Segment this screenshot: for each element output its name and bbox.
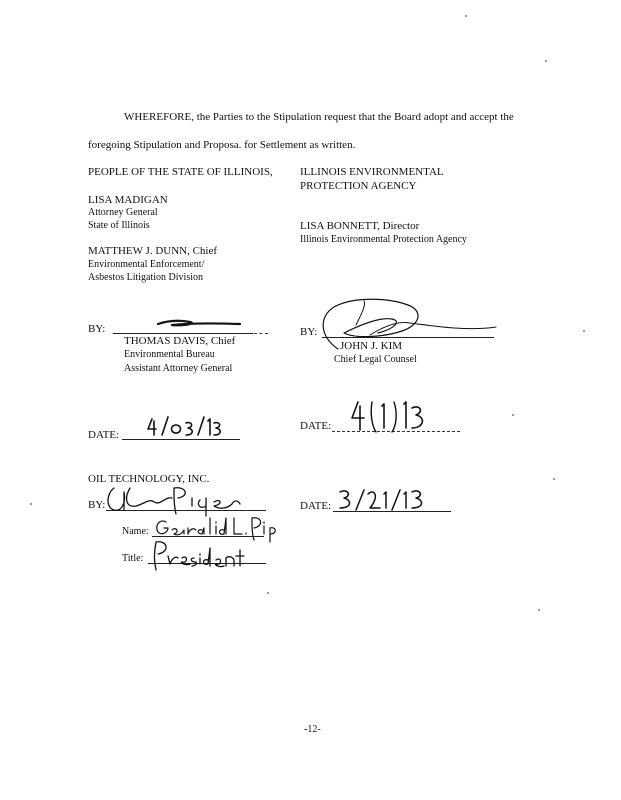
kim-title: Chief Legal Counsel (334, 354, 417, 365)
iepa-heading-line2: PROTECTION AGENCY (300, 180, 417, 192)
company-title-label: Title: (122, 553, 144, 564)
dunn-name: MATTHEW J. DUNN, Chief (88, 245, 218, 257)
davis-name: THOMAS DAVIS, Chief (124, 335, 236, 347)
davis-date-handwriting (146, 415, 226, 440)
company-name: OIL TECHNOLOGY, INC. (88, 473, 210, 485)
scan-speck (538, 609, 540, 611)
bonnett-title: Illinois Environmental Protection Agency (300, 234, 467, 245)
kim-date-handwriting (350, 400, 440, 435)
people-heading: PEOPLE OF THE STATE OF ILLINOIS, (88, 166, 273, 178)
page-number: -12- (304, 724, 321, 735)
davis-title1: Environmental Bureau (124, 349, 215, 360)
kim-by-label: BY: (300, 326, 318, 338)
company-name-label: Name: (122, 526, 149, 537)
davis-title2: Assistant Attorney General (124, 363, 233, 374)
iepa-heading-line1: ILLINOIS ENVIRONMENTAL (300, 166, 444, 178)
scan-speck (512, 414, 514, 416)
wherefore-paragraph-line1: WHEREFORE, the Parties to the Stipulation request that the Board adopt and accept the (124, 111, 514, 123)
dunn-title2: Asbestos Litigation Division (88, 272, 203, 283)
piper-signature (100, 484, 270, 516)
scan-speck (267, 592, 269, 594)
kim-date-label: DATE: (300, 420, 332, 432)
scan-speck (583, 330, 585, 332)
davis-date-label: DATE: (88, 429, 120, 441)
davis-signature-line-dashes (254, 333, 268, 334)
dunn-title1: Environmental Enforcement/ (88, 259, 205, 270)
scan-speck (465, 15, 467, 17)
scan-speck (30, 503, 32, 505)
wherefore-paragraph-line2: foregoing Stipulation and Proposa. for Settlement as written. (88, 139, 356, 151)
company-by-label: BY: (88, 499, 106, 511)
bonnett-name: LISA BONNETT, Director (300, 220, 420, 232)
company-date-label: DATE: (300, 500, 332, 512)
scan-speck (545, 60, 547, 62)
kim-name: JOHN J. KIM (340, 340, 403, 352)
madigan-title: Attorney General (88, 207, 158, 218)
davis-signature (150, 314, 250, 334)
davis-by-label: BY: (88, 323, 106, 335)
madigan-name: LISA MADIGAN (88, 194, 168, 206)
company-date-handwriting (336, 488, 436, 514)
piper-title-handwriting (148, 538, 268, 572)
scan-speck (553, 478, 555, 480)
madigan-state: State of Illinois (88, 220, 150, 231)
